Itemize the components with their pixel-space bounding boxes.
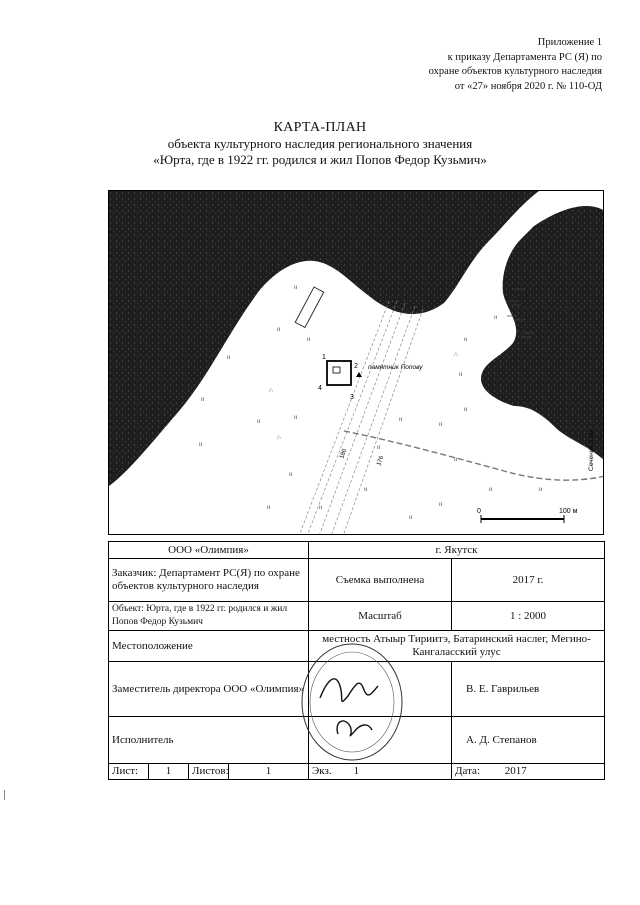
executor-label-cell: Исполнитель <box>109 717 309 764</box>
svg-text:ıı: ıı <box>294 285 298 291</box>
location-label-cell: Местоположение <box>109 631 309 662</box>
road-number-176: 176 <box>376 455 386 467</box>
location-value-cell: местность Атыыр Тириитэ, Батаринский наслег, Мегино-Кангаласский улус <box>309 631 605 662</box>
svg-text:∴: ∴ <box>579 337 583 343</box>
svg-text:∴: ∴ <box>541 347 545 353</box>
svg-text:ıı: ıı <box>564 262 568 268</box>
scale-value-cell: 1 : 2000 <box>452 602 605 631</box>
svg-text:∴: ∴ <box>564 307 568 313</box>
document-title <box>0 120 640 168</box>
sheets-label-cell: Листов: <box>189 764 229 780</box>
svg-text:ıı: ıı <box>459 372 463 378</box>
title-stamp-table <box>108 541 605 780</box>
sheet-value-cell: 1 <box>149 764 189 780</box>
date-cell <box>452 764 605 780</box>
svg-text:ıı: ıı <box>377 445 381 451</box>
svg-text:ıı: ıı <box>454 457 458 463</box>
svg-text:ıı: ıı <box>439 502 443 508</box>
title-main: КАРТА-ПЛАН <box>273 120 367 135</box>
svg-text:ıı: ıı <box>469 249 473 255</box>
svg-text:ıı: ıı <box>464 407 468 413</box>
svg-text:ıı: ıı <box>439 422 443 428</box>
appendix-line-1: Приложение 1 <box>537 37 602 48</box>
svg-text:∴: ∴ <box>269 388 273 394</box>
city-cell: г. Якутск <box>309 542 605 559</box>
svg-text:ıı: ıı <box>494 315 498 321</box>
svg-text:ıı: ıı <box>294 415 298 421</box>
svg-text:ıı: ıı <box>257 419 261 425</box>
monument-label: памятник Попову <box>368 364 423 371</box>
svg-text:ıı: ıı <box>199 442 203 448</box>
svg-text:ıı: ıı <box>307 337 311 343</box>
svg-text:∴: ∴ <box>579 257 583 263</box>
deputy-signature-cell <box>309 662 452 717</box>
sheet-label-cell: Лист: <box>109 764 149 780</box>
svg-text:∴: ∴ <box>277 435 281 441</box>
svg-text:ıı: ıı <box>399 417 403 423</box>
sheets-value-cell: 1 <box>229 764 309 780</box>
survey-note: Сечение 2 см <box>588 430 595 471</box>
svg-text:∴: ∴ <box>454 352 458 358</box>
deputy-name-cell: В. Е. Гаврильев <box>452 662 605 717</box>
object-cell: Объект: Юрта, где в 1922 гг. родился и жил Попов Федор Кузьмич <box>109 602 309 631</box>
date-value: 2017 <box>504 765 527 777</box>
appendix-line-2: к приказу Департамента РС (Я) по <box>447 51 602 63</box>
appendix-line-4: от «27» ноября 2020 г. № 110-ОД <box>454 80 602 92</box>
copy-cell <box>309 764 452 780</box>
survey-label-cell: Съемка выполнена <box>309 559 452 602</box>
title-line-2: объекта культурного наследия регионального значения <box>167 136 473 151</box>
company-cell: ООО «Олимпия» <box>109 542 309 559</box>
site-map <box>108 190 604 535</box>
copy-value: 1 <box>353 765 360 777</box>
scale-label-cell: Масштаб <box>309 602 452 631</box>
copy-label: Экз. <box>312 765 332 777</box>
corner-label-2: 2 <box>354 363 358 370</box>
corner-label-4: 4 <box>318 385 322 392</box>
customer-cell: Заказчик: Департамент РС(Я) по охране объектов культурного наследия <box>109 559 309 602</box>
appendix-header <box>429 36 602 94</box>
title-line-3: «Юрта, где в 1922 гг. родился и жил Попов Федор Кузьмич» <box>153 152 487 167</box>
svg-text:ıı: ıı <box>289 472 293 478</box>
svg-text:ıı: ıı <box>227 355 231 361</box>
svg-text:ıı: ıı <box>454 272 458 278</box>
survey-year-cell: 2017 г. <box>452 559 605 602</box>
svg-text:ıı: ıı <box>549 297 553 303</box>
executor-signature-cell <box>309 717 452 764</box>
scale-start: 0 <box>477 508 481 515</box>
svg-text:ıı: ıı <box>539 487 543 493</box>
svg-text:ıı: ıı <box>201 397 205 403</box>
executor-name-cell: А. Д. Степанов <box>452 717 605 764</box>
margin-mark <box>4 790 5 800</box>
scale-end: 100 м <box>559 508 578 515</box>
deputy-title-cell: Заместитель директора ООО «Олимпия» <box>109 662 309 717</box>
road-number-180: 180 <box>339 448 349 460</box>
corner-label-3: 3 <box>350 394 354 401</box>
svg-text:ıı: ıı <box>319 505 323 511</box>
svg-text:ıı: ıı <box>489 487 493 493</box>
svg-text:ıı: ıı <box>464 337 468 343</box>
svg-text:ıı: ıı <box>267 505 271 511</box>
corner-label-1: 1 <box>322 354 326 361</box>
svg-text:ıı: ıı <box>277 327 281 333</box>
svg-text:ıı: ıı <box>409 515 413 521</box>
svg-text:ıı: ıı <box>364 487 368 493</box>
date-label: Дата: <box>455 765 480 777</box>
appendix-line-3: охране объектов культурного наследия <box>428 66 602 77</box>
